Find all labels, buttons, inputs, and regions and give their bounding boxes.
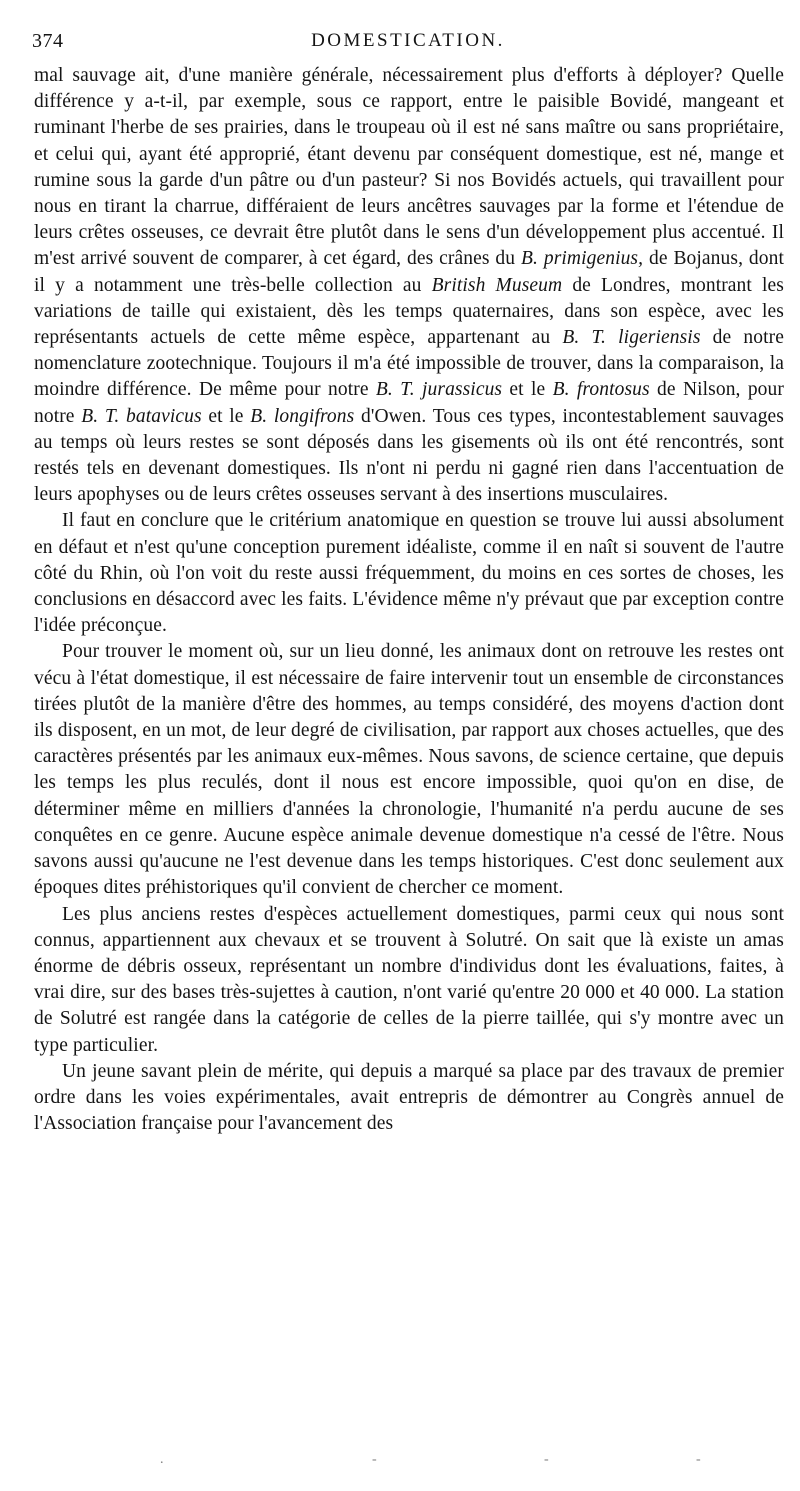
- footer-specks: [160, 1452, 720, 1467]
- page-header: [32, 30, 784, 58]
- running-title: DOMESTICATION.: [311, 30, 505, 51]
- paragraph: [34, 639, 784, 901]
- text-run: Pour trouver le moment où, sur un lieu donné, les animaux dont on retrouve les restes ont vécu à l'état domestique, il est nécessaire de faire intervenir tout un ensemble de circonstances tirées plutôt de la manière d'être des hommes, au temps considéré, des moyens d'action dont ils disposent, en un mot, de leur degré de civilisation, par rapport aux choses actuelles, que des caractères présentés par les animaux eux-mêmes. Nous savons, de science certaine, que depuis les temps les plus reculés, dont il nous est encore impossible, quoi qu'on en dise, de déterminer même en milliers d'années la chronologie, l'humanité n'a perdu aucune de ses conquêtes en ce genre. Aucune espèce animale devenue domestique n'a cessé de l'être. Nous savons aussi qu'aucune ne l'est devenue dans les temps historiques. C'est donc seulement aux époques dites préhistoriques qu'il convient de chercher ce moment.: [34, 641, 784, 899]
- italic-term: B. frontosus: [552, 379, 650, 401]
- text-run: de Bojanus, dont il y a notamment une très-belle collection au: [34, 248, 784, 296]
- text-run: Il faut en conclure que le critérium anatomique en question se trouve lui aussi absolument en défaut et n'est qu'une conception purement idéaliste, comme il en naît si souvent de l'autre côté du Rhin, où l'on voit du reste aussi fréquemment, du moins en ces sortes de choses, les conclusions en désaccord avec les faits. L'évidence même n'y prévaut que par exception contre l'idée préconçue.: [34, 510, 784, 637]
- text-run: et le: [502, 379, 553, 401]
- text-run: mal sauvage ait, d'une manière générale, nécessairement plus d'efforts à déployer? Quelle différence y a-t-il, par exemple, sous ce rapport, entre le paisible Bovidé, mangeant et ruminant l'herbe de ses prairies, dans le troupeau où il est né sans maître ou sans propriétaire, et celui qui, ayant été approprié, étant devenu par conséquent domestique, est né, mange et rumine sous la garde d'un pâtre ou d'un pasteur? Si nos Bovidés actuels, qui travaillent pour nous en tirant la charrue, différaient de leurs ancêtres sauvages par la forme et l'étendue de leurs crêtes osseuses, ce devrait être plutôt dans le sens d'un développement plus accentué. Il m'est arrivé souvent de comparer, à cet égard, des crânes du: [34, 65, 784, 270]
- footer-speck: .: [160, 1452, 164, 1467]
- paragraph: [34, 63, 784, 508]
- text-run: de Nilson, pour notre: [34, 379, 784, 427]
- text-run: Les plus anciens restes d'espèces actuellement domestiques, parmi ceux qui nous sont connus, appartiennent aux chevaux et se trouvent à Solutré. On sait que là existe un amas énorme de débris osseux, représentant un nombre d'individus dont les évaluations, faites, à vrai dire, sur des bases très-sujettes à caution, n'ont varié qu'entre 20 000 et 40 000. La station de Solutré est rangée dans la catégorie de celles de la pierre taillée, qui s'y montre avec un type particulier.: [34, 903, 784, 1056]
- paragraph: [34, 508, 784, 639]
- text-run: de Londres, montrant les variations de taille qui existaient, dès les temps quaternaires, dans son espèce, avec les représentants actuels de cette même espèce, appartenant au: [34, 274, 784, 349]
- text-run: d'Owen. Tous ces types, incontestablement sauvages au temps où leurs restes se sont déposés dans les gisements où ils ont été rencontrés, sont restés tels en devenant domestiques. Ils n'ont ni perdu ni gagné rien dans l'accentuation de leurs apophyses ou de leurs crêtes osseuses servant à des insertions musculaires.: [34, 405, 784, 506]
- text-run: de notre nomenclature zootechnique. Toujours il m'a été impossible de trouver, dans la comparaison, la moindre différence. De même pour notre: [34, 327, 784, 401]
- italic-term: B. T. ligeriensis: [562, 327, 701, 349]
- footer-speck: -: [372, 1452, 377, 1467]
- paragraph: [34, 1059, 784, 1138]
- italic-term: B. T. jurassicus: [375, 379, 503, 401]
- body-text: [34, 63, 784, 1137]
- footer-speck: -: [696, 1452, 701, 1467]
- italic-term: B. primigenius,: [521, 248, 644, 270]
- italic-term: B. longifrons: [250, 405, 355, 427]
- italic-term: B. T. batavicus: [81, 405, 202, 427]
- paragraph: [34, 902, 784, 1059]
- text-run: et le: [201, 405, 251, 427]
- italic-term: British Museum: [431, 274, 563, 296]
- page-number: 374: [32, 30, 64, 52]
- footer-speck: -: [544, 1452, 549, 1467]
- text-run: Un jeune savant plein de mérite, qui depuis a marqué sa place par des travaux de premier ordre dans les voies expérimentales, avait entrepris de démontrer au Congrès annuel de l'Association française pour l'avancement des: [34, 1060, 784, 1135]
